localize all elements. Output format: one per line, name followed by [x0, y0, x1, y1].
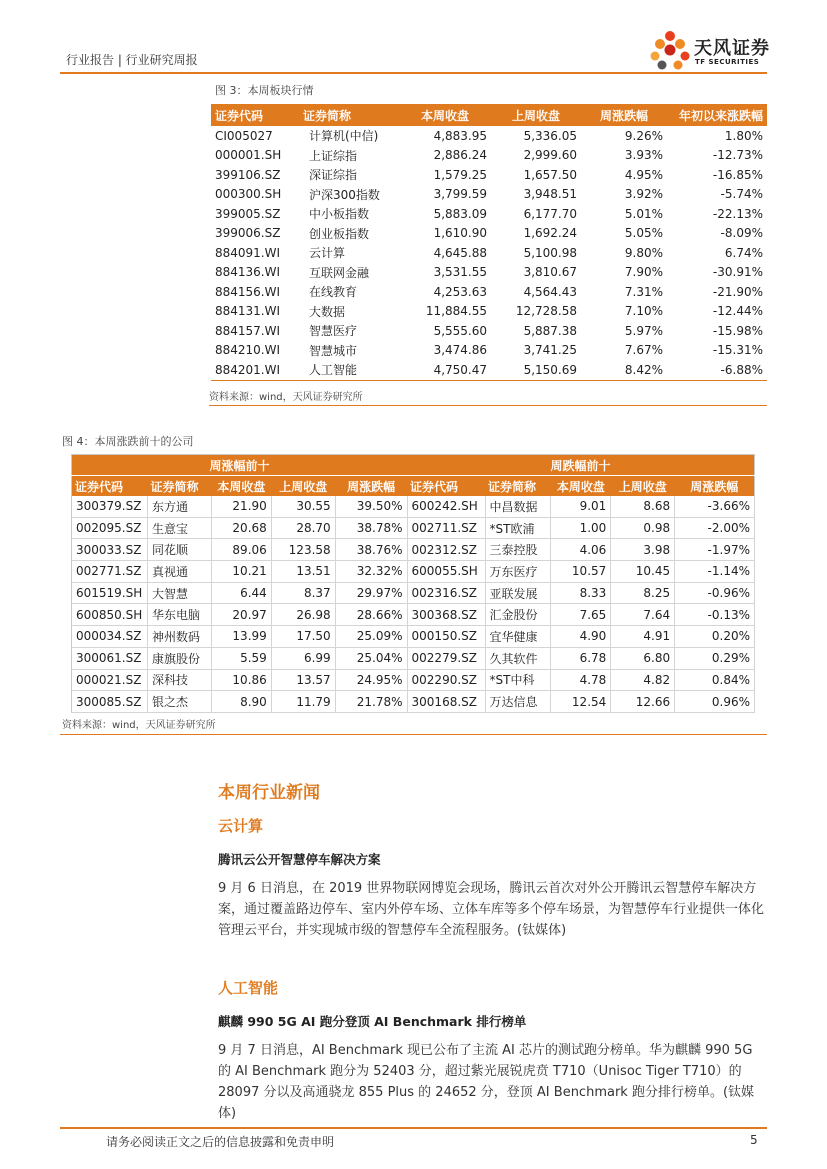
table-cell: 智慧城市	[309, 343, 358, 358]
table-row	[72, 669, 755, 691]
table-cell: 8.42%	[581, 360, 667, 380]
table-cell: 20.97	[211, 604, 271, 626]
table-cell: 13.57	[271, 669, 335, 691]
table-cell: 4,883.95	[433, 128, 487, 143]
table-cell: 10.45	[611, 561, 675, 583]
table-cell: 5.59	[211, 647, 271, 669]
table-cell: -16.85%	[712, 167, 763, 182]
fig3-col-header: 上周收盘	[491, 104, 581, 126]
table-cell: 宜华健康	[485, 626, 551, 648]
table-cell: 7.31%	[624, 284, 663, 299]
page-number: 5	[750, 1133, 758, 1147]
table-cell: 神州数码	[147, 626, 211, 648]
table-cell: 万东医疗	[485, 561, 551, 583]
table-cell: 4,750.47	[399, 360, 491, 380]
table-cell: 5,887.38	[523, 323, 577, 338]
table-row	[72, 496, 755, 517]
fig4-col-header: 证券代码	[407, 476, 485, 497]
table-cell: 生意宝	[147, 517, 211, 539]
table-cell: 3,948.51	[523, 187, 577, 202]
table-cell: 38.76%	[335, 539, 407, 561]
fig4-col-header: 本周收盘	[551, 476, 611, 497]
table-cell: 28.70	[271, 517, 335, 539]
fig3-caption: 图 3：本周板块行情	[215, 84, 314, 97]
table-cell: 002290.SZ	[407, 669, 485, 691]
table-cell: 002711.SZ	[407, 517, 485, 539]
table-cell: 真视通	[147, 561, 211, 583]
table-cell: 4.82	[611, 669, 675, 691]
table-cell: 亚联发展	[485, 582, 551, 604]
table-cell: 互联网金融	[309, 265, 370, 280]
fig4-col-header: 证券代码	[72, 476, 148, 497]
logo-sub: TF SECURITIES	[695, 58, 760, 66]
table-cell: 中小板指数	[309, 207, 370, 222]
table-cell: 600242.SH	[407, 496, 485, 517]
fig4-col-header: 周涨跌幅	[335, 476, 407, 497]
table-cell: 久其软件	[485, 647, 551, 669]
table-cell: 10.86	[211, 669, 271, 691]
fig3-col-header: 本周收盘	[399, 104, 491, 126]
table-cell: 6,177.70	[523, 206, 577, 221]
table-cell: 300061.SZ	[72, 647, 148, 669]
table-cell: 5,555.60	[433, 323, 487, 338]
table-cell: 0.98	[611, 517, 675, 539]
table-cell: 002312.SZ	[407, 539, 485, 561]
table-cell: 399106.SZ	[215, 167, 281, 182]
table-cell: CI005027	[215, 128, 273, 143]
table-cell: 002279.SZ	[407, 647, 485, 669]
ai-news-title: 麒麟 990 5G AI 跑分登顶 AI Benchmark 排行榜单	[218, 1014, 527, 1029]
table-cell: 11,884.55	[425, 304, 487, 319]
table-cell: -15.31%	[712, 343, 763, 358]
table-cell: 5,150.69	[491, 360, 581, 380]
table-cell: 600850.SH	[72, 604, 148, 626]
table-cell: 云计算	[309, 246, 346, 261]
table-cell: 同花顺	[147, 539, 211, 561]
cloud-news-body: 9 月 6 日消息，在 2019 世界物联网博览会现场，腾讯云首次对外公开腾讯云智慧停车解决方案，通过覆盖路边停车、室内外停车场、立体车库等多个停车场景，为智慧停车行业提供一体化管理云平台，并实现城市级的智慧停车全流程服务。(钛媒体)	[218, 881, 765, 938]
table-cell: 12.66	[611, 691, 675, 713]
table-cell: -1.14%	[675, 561, 755, 583]
table-cell: 5.97%	[624, 323, 663, 338]
table-cell: 中昌数据	[485, 496, 551, 517]
table-row	[72, 561, 755, 583]
table-cell: 300368.SZ	[407, 604, 485, 626]
table-cell: 4,253.63	[433, 284, 487, 299]
table-cell: 30.55	[271, 496, 335, 517]
table-cell: -22.13%	[712, 206, 763, 221]
table-cell: 8.68	[611, 496, 675, 517]
table-cell: 4.78	[551, 669, 611, 691]
table-cell: 000300.SH	[215, 187, 282, 202]
fig4-source: 资料来源：wind，天风证券研究所	[62, 720, 216, 731]
fig4-col-header: 证券简称	[147, 476, 211, 497]
table-cell: 0.84%	[675, 669, 755, 691]
table-cell: 上证综指	[309, 148, 358, 163]
table-cell: 9.80%	[624, 245, 663, 260]
ai-heading: 人工智能	[218, 979, 279, 997]
table-cell: 3,799.59	[433, 187, 487, 202]
table-cell: 28.66%	[335, 604, 407, 626]
table-cell: 华东电脑	[147, 604, 211, 626]
table-cell: 4.06	[551, 539, 611, 561]
table-cell: 深科技	[147, 669, 211, 691]
news-section-title: 本周行业新闻	[218, 783, 320, 803]
fig4-table	[71, 454, 755, 713]
table-cell: 884210.WI	[215, 343, 281, 358]
table-cell: 8.37	[271, 582, 335, 604]
table-cell: 1,692.24	[523, 226, 577, 241]
table-cell: 884156.WI	[215, 284, 281, 299]
table-cell: -6.88%	[667, 360, 767, 380]
table-cell: 东方通	[147, 496, 211, 517]
table-cell: 9.01	[551, 496, 611, 517]
table-row	[211, 243, 767, 263]
table-cell: 7.67%	[624, 343, 663, 358]
table-cell: 7.64	[611, 604, 675, 626]
table-cell: 3,810.67	[523, 265, 577, 280]
table-cell: 399006.SZ	[215, 226, 281, 241]
table-cell: 10.21	[211, 561, 271, 583]
table-cell: -12.44%	[712, 304, 763, 319]
table-row	[211, 224, 767, 244]
header-title: 行业报告 | 行业研究周报	[66, 53, 198, 67]
table-cell: 6.78	[551, 647, 611, 669]
table-cell: 3,741.25	[523, 343, 577, 358]
table-row	[211, 321, 767, 341]
table-cell: 2,886.24	[433, 148, 487, 163]
table-cell: 银之杰	[147, 691, 211, 713]
table-cell: 4.91	[611, 626, 675, 648]
table-cell: -0.13%	[675, 604, 755, 626]
table-row	[72, 582, 755, 604]
table-row	[211, 185, 767, 205]
table-cell: 3.98	[611, 539, 675, 561]
header-divider	[60, 72, 767, 74]
table-cell: 汇金股份	[485, 604, 551, 626]
table-cell: 21.78%	[335, 691, 407, 713]
table-cell: 11.79	[271, 691, 335, 713]
table-cell: 6.44	[211, 582, 271, 604]
table-cell: 7.65	[551, 604, 611, 626]
table-row	[211, 126, 767, 146]
table-cell: 6.80	[611, 647, 675, 669]
table-cell: *ST中科	[485, 669, 551, 691]
table-cell: -3.66%	[675, 496, 755, 517]
table-cell: 4.90	[551, 626, 611, 648]
table-row	[211, 204, 767, 224]
table-row	[211, 165, 767, 185]
fig4-col-header: 本周收盘	[211, 476, 271, 497]
table-cell: 0.29%	[675, 647, 755, 669]
table-cell: 7.10%	[624, 304, 663, 319]
table-cell: 21.90	[211, 496, 271, 517]
table-cell: 13.99	[211, 626, 271, 648]
table-cell: -0.96%	[675, 582, 755, 604]
table-cell: 三泰控股	[485, 539, 551, 561]
table-cell: 002316.SZ	[407, 582, 485, 604]
table-cell: -21.90%	[712, 284, 763, 299]
table-row	[72, 647, 755, 669]
table-cell: 7.90%	[624, 265, 663, 280]
fig3-rule	[209, 405, 767, 406]
table-cell: 000001.SH	[215, 148, 282, 163]
fig3-col-header: 年初以来涨跌幅	[667, 104, 767, 126]
table-cell: 3,531.55	[433, 265, 487, 280]
table-cell: 26.98	[271, 604, 335, 626]
fig4-caption: 图 4：本周涨跌前十的公司	[62, 435, 194, 448]
fig3-col-header: 证券代码	[211, 104, 299, 126]
table-cell: 32.32%	[335, 561, 407, 583]
table-cell: 25.09%	[335, 626, 407, 648]
table-cell: 123.58	[271, 539, 335, 561]
table-cell: 5,883.09	[433, 206, 487, 221]
table-cell: 20.68	[211, 517, 271, 539]
table-cell: -30.91%	[712, 265, 763, 280]
table-cell: 12.54	[551, 691, 611, 713]
logo-name: 天风证券	[694, 38, 770, 59]
table-cell: 17.50	[271, 626, 335, 648]
footer-disclaimer: 请务必阅读正文之后的信息披露和免责申明	[106, 1135, 335, 1149]
table-cell: 康旗股份	[147, 647, 211, 669]
table-cell: 9.26%	[624, 128, 663, 143]
fig3-source: 资料来源：wind，天风证券研究所	[209, 392, 363, 403]
fig4-col-header: 证券简称	[485, 476, 551, 497]
table-cell: -5.74%	[720, 187, 763, 202]
table-cell: 300033.SZ	[72, 539, 148, 561]
table-cell: 1,657.50	[523, 167, 577, 182]
table-row	[211, 263, 767, 283]
table-cell: 0.20%	[675, 626, 755, 648]
fig4-header-row	[72, 476, 755, 497]
table-cell: 智慧医疗	[309, 324, 358, 339]
table-row	[72, 626, 755, 648]
table-cell: 6.74%	[724, 245, 763, 260]
table-cell: -15.98%	[712, 323, 763, 338]
table-row	[211, 282, 767, 302]
table-cell: 深证综指	[309, 168, 358, 183]
table-cell: 8.33	[551, 582, 611, 604]
table-cell: 2,999.60	[523, 148, 577, 163]
table-cell: 1,579.25	[433, 167, 487, 182]
table-row	[211, 360, 767, 380]
table-cell: 人工智能	[299, 360, 399, 380]
table-cell: 4,645.88	[433, 245, 487, 260]
table-cell: 大智慧	[147, 582, 211, 604]
table-cell: 10.57	[551, 561, 611, 583]
table-row	[72, 539, 755, 561]
table-cell: 884201.WI	[211, 360, 299, 380]
table-cell: 5,336.05	[523, 128, 577, 143]
table-cell: 8.25	[611, 582, 675, 604]
table-cell: 300379.SZ	[72, 496, 148, 517]
table-cell: 6.99	[271, 647, 335, 669]
table-cell: 3.92%	[624, 187, 663, 202]
fig3-col-header: 周涨跌幅	[581, 104, 667, 126]
tf-logo-icon	[650, 28, 690, 72]
table-cell: 002095.SZ	[72, 517, 148, 539]
table-cell: -8.09%	[720, 226, 763, 241]
cloud-news-title: 腾讯云公开智慧停车解决方案	[218, 852, 381, 867]
table-row	[211, 302, 767, 322]
table-cell: 29.97%	[335, 582, 407, 604]
footer-divider	[60, 1127, 767, 1129]
table-cell: 万达信息	[485, 691, 551, 713]
fig4-group-down: 周跌幅前十	[407, 455, 754, 476]
table-row	[72, 691, 755, 713]
table-cell: 89.06	[211, 539, 271, 561]
table-cell: 884131.WI	[215, 304, 281, 319]
table-cell: *ST欧浦	[485, 517, 551, 539]
table-cell: 13.51	[271, 561, 335, 583]
table-cell: 884136.WI	[215, 265, 281, 280]
table-cell: 沪深300指数	[309, 187, 380, 202]
fig3-col-header: 证券简称	[299, 104, 399, 126]
table-cell: 39.50%	[335, 496, 407, 517]
table-cell: 1.00	[551, 517, 611, 539]
logo	[650, 28, 780, 73]
table-cell: 1,610.90	[433, 226, 487, 241]
table-cell: 000150.SZ	[407, 626, 485, 648]
table-cell: 0.96%	[675, 691, 755, 713]
table-row	[72, 604, 755, 626]
table-cell: -2.00%	[675, 517, 755, 539]
ai-news-body: 9 月 7 日消息，AI Benchmark 现已公布了主流 AI 芯片的测试跑分榜单。华为麒麟 990 5G 的 AI Benchmark 跑分为 52403 分，超过紫光展锐虎贲 T710（Unisoc Tiger T710）的 28097 分以及高通骁龙 855 Plus 的 24652 分，登顶 AI Benchmark 跑分排行榜单。(钛媒体)	[218, 1043, 755, 1121]
table-cell: 创业板指数	[309, 226, 370, 241]
table-cell: 24.95%	[335, 669, 407, 691]
fig4-rule	[60, 734, 767, 735]
table-cell: 3,474.86	[433, 343, 487, 358]
table-cell: 300085.SZ	[72, 691, 148, 713]
fig4-col-header: 上周收盘	[271, 476, 335, 497]
table-cell: 25.04%	[335, 647, 407, 669]
fig3-header-row	[211, 104, 767, 126]
fig3-table	[211, 104, 767, 381]
table-cell: 002771.SZ	[72, 561, 148, 583]
table-cell: 884157.WI	[215, 323, 281, 338]
table-cell: 000034.SZ	[72, 626, 148, 648]
fig4-group-up: 周涨幅前十	[72, 455, 408, 476]
table-cell: 601519.SH	[72, 582, 148, 604]
table-cell: 4.95%	[624, 167, 663, 182]
table-cell: 8.90	[211, 691, 271, 713]
fig4-col-header: 上周收盘	[611, 476, 675, 497]
table-cell: 884091.WI	[215, 245, 281, 260]
table-cell: 300168.SZ	[407, 691, 485, 713]
table-cell: -1.97%	[675, 539, 755, 561]
table-cell: 600055.SH	[407, 561, 485, 583]
fig4-col-header: 周涨跌幅	[675, 476, 755, 497]
table-cell: 在线教育	[309, 285, 358, 300]
table-cell: 3.93%	[624, 148, 663, 163]
table-row	[211, 341, 767, 361]
table-row	[211, 146, 767, 166]
table-cell: 1.80%	[724, 128, 763, 143]
table-cell: 5.05%	[624, 226, 663, 241]
table-cell: 大数据	[309, 304, 346, 319]
table-cell: 计算机(中信)	[309, 129, 379, 144]
table-cell: 38.78%	[335, 517, 407, 539]
table-cell: 5.01%	[624, 206, 663, 221]
cloud-heading: 云计算	[218, 817, 264, 835]
table-row	[72, 517, 755, 539]
table-cell: 000021.SZ	[72, 669, 148, 691]
table-cell: 4,564.43	[523, 284, 577, 299]
table-cell: 5,100.98	[523, 245, 577, 260]
table-cell: 12,728.58	[515, 304, 577, 319]
table-cell: 399005.SZ	[215, 206, 281, 221]
table-cell: -12.73%	[712, 148, 763, 163]
